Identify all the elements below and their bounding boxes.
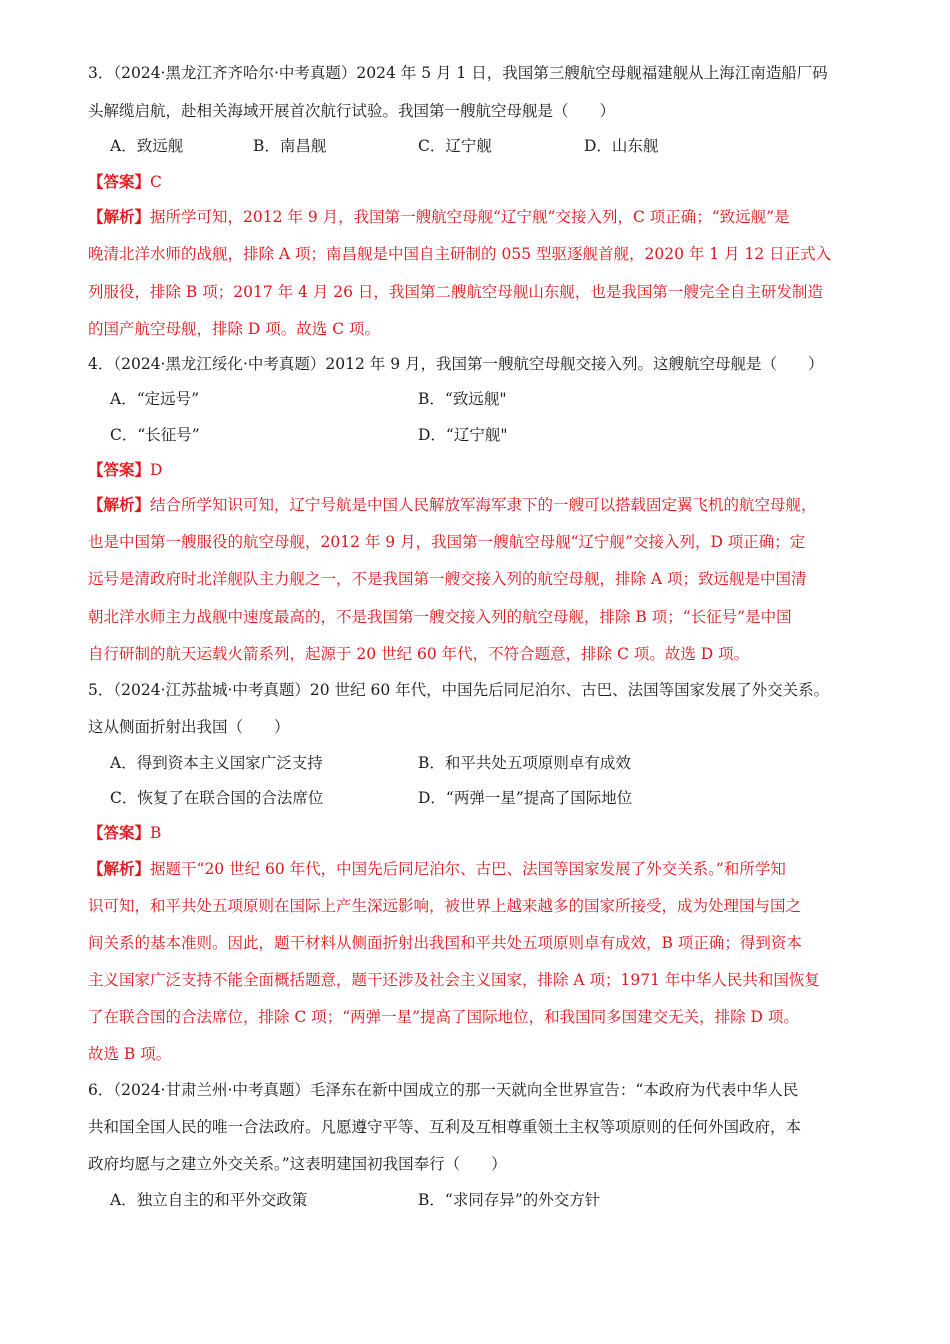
q5-analysis-line1: 【解析】据题干“20 世纪 60 年代，中国先后同尼泊尔、古巴、法国等国家发展了外交关系。”和所学知 <box>88 859 786 878</box>
q5-analysis-line3: 间关系的基本准则。因此，题干材料从侧面折射出我国和平共处五项原则卓有成效，B 项正确；得到资本 <box>88 934 802 952</box>
q6-option-b: B．“求同存异”的外交方针 <box>418 1191 601 1209</box>
q3-answer <box>88 170 162 194</box>
q3-option-a: A．致远舰 <box>110 137 184 155</box>
q6-stem-line3: 政府均愿与之建立外交关系。”这表明建国初我国奉行（ ） <box>88 1155 507 1173</box>
q3-option-d: D．山东舰 <box>584 137 659 155</box>
q5-answer-label: 【答案】 <box>88 823 151 842</box>
q4-answer-value: D <box>150 461 163 479</box>
q3-answer-value: C <box>150 173 162 191</box>
q5-option-a: A．得到资本主义国家广泛支持 <box>110 754 323 772</box>
q5-analysis-line5: 了在联合国的合法席位，排除 C 项；“两弹一星”提高了国际地位，和我国同多国建交无关，排除 D 项。 <box>88 1008 799 1026</box>
q3-analysis-line4: 的国产航空母舰，排除 D 项。故选 C 项。 <box>88 320 380 338</box>
q5-analysis-line4: 主义国家广泛支持不能全面概括题意，题干还涉及社会主义国家，排除 A 项；1971 年中华人民共和国恢复 <box>88 971 820 989</box>
q6-stem-line1: 6．（2024·甘肃兰州·中考真题）毛泽东在新中国成立的那一天就向全世界宣告：“本政府为代表中华人民 <box>88 1081 799 1099</box>
q4-option-c: C．“长征号” <box>110 426 200 444</box>
q6-option-a: A．独立自主的和平外交政策 <box>110 1191 308 1209</box>
q4-answer <box>88 458 162 482</box>
q3-option-c: C．辽宁舰 <box>418 137 492 155</box>
q4-analysis-line3: 远号是清政府时北洋舰队主力舰之一，不是我国第一艘交接入列的航空母舰，排除 A 项；致远舰是中国清 <box>88 570 807 588</box>
q4-option-b: B．“致远舰" <box>418 390 507 408</box>
q5-option-c: C．恢复了在联合国的合法席位 <box>110 789 324 807</box>
q3-analysis-label: 【解析】 <box>88 207 151 226</box>
q5-option-b: B．和平共处五项原则卓有成效 <box>418 754 631 772</box>
q5-option-d: D．“两弹一星”提高了国际地位 <box>418 789 633 807</box>
q5-stem-line2: 这从侧面折射出我国（ ） <box>88 718 290 736</box>
q4-analysis-line1: 【解析】结合所学知识可知，辽宁号航是中国人民解放军海军隶下的一艘可以搭载固定翼飞机的航空母舰， <box>88 495 817 514</box>
q4-analysis-line2: 也是中国第一艘服役的航空母舰，2012 年 9 月，我国第一艘航空母舰“辽宁舰”交接入列，D 项正确；定 <box>88 533 806 551</box>
q6-stem-line2: 共和国全国人民的唯一合法政府。凡愿遵守平等、互利及互相尊重领土主权等项原则的任何外国政府，本 <box>88 1118 802 1136</box>
q3-option-b: B．南昌舰 <box>253 137 327 155</box>
q4-analysis-line5: 自行研制的航天运载火箭系列，起源于 20 世纪 60 年代，不符合题意，排除 C 项。故选 D 项。 <box>88 645 750 663</box>
q5-analysis-label: 【解析】 <box>88 859 151 878</box>
q3-stem-line2: 头解缆启航，赴相关海域开展首次航行试验。我国第一艘航空母舰是（ ） <box>88 102 616 120</box>
q5-analysis-line2: 识可知，和平共处五项原则在国际上产生深远影响，被世界上越来越多的国家所接受，成为处理国与国之 <box>88 897 802 915</box>
q3-stem-line1: 3．（2024·黑龙江齐齐哈尔·中考真题）2024 年 5 月 1 日，我国第三艘航空母舰福建舰从上海江南造船厂码 <box>88 64 828 82</box>
q5-answer-value: B <box>150 824 162 842</box>
q4-option-d: D．“辽宁舰" <box>418 426 508 444</box>
q3-analysis-line1: 【解析】据所学可知，2012 年 9 月，我国第一艘航空母舰“辽宁舰”交接入列，C 项正确；“致远舰”是 <box>88 207 790 226</box>
q5-answer <box>88 821 161 845</box>
q3-analysis-line2: 晚清北洋水师的战舰，排除 A 项；南昌舰是中国自主研制的 055 型驱逐舰首舰，2020 年 1 月 12 日正式入 <box>88 245 832 263</box>
q4-analysis-label: 【解析】 <box>88 495 151 514</box>
q5-stem-line1: 5．（2024·江苏盐城·中考真题）20 世纪 60 年代，中国先后同尼泊尔、古巴、法国等国家发展了外交关系。 <box>88 681 830 699</box>
q3-answer-label: 【答案】 <box>88 172 151 191</box>
q4-analysis-line4: 朝北洋水师主力战舰中速度最高的，不是我国第一艘交接入列的航空母舰，排除 B 项；“长征号”是中国 <box>88 608 792 626</box>
q3-analysis-line3: 列服役，排除 B 项；2017 年 4 月 26 日，我国第二艘航空母舰山东舰，也是我国第一艘完全自主研发制造 <box>88 283 823 301</box>
q4-stem-line1: 4．（2024·黑龙江绥化·中考真题）2012 年 9 月，我国第一艘航空母舰交接入列。这艘航空母舰是（ ） <box>88 355 824 373</box>
q5-analysis-line6: 故选 B 项。 <box>88 1045 172 1063</box>
q4-option-a: A．“定远号” <box>110 390 200 408</box>
q4-answer-label: 【答案】 <box>88 460 151 479</box>
